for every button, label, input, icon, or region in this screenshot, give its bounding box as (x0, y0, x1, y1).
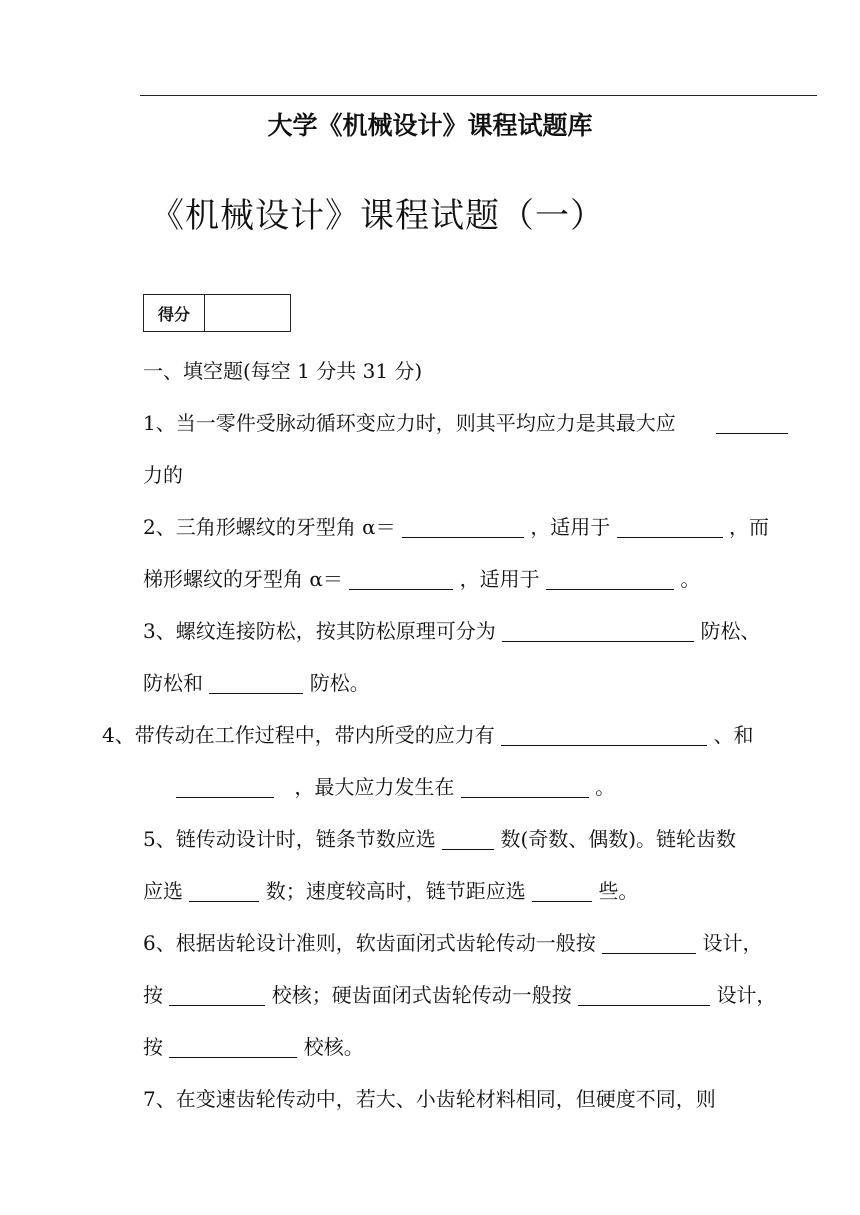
question-line (102, 722, 753, 748)
answer-blank[interactable] (349, 569, 453, 590)
question-text: 应选 (143, 879, 183, 903)
question-text: 、和 (713, 723, 754, 747)
question-text: 防松。 (309, 671, 370, 695)
score-box (143, 294, 291, 332)
answer-blank[interactable] (402, 517, 524, 538)
answer-blank[interactable] (169, 985, 265, 1006)
question-text: 力的 (143, 463, 183, 487)
question-line (143, 566, 700, 592)
question-text: 7、在变速齿轮传动中，若大、小齿轮材料相同，但硬度不同，则 (143, 1087, 716, 1111)
question-text: 校核；硬齿面闭式齿轮传动一般按 (271, 983, 579, 1007)
question-line (143, 514, 769, 540)
question-line (143, 930, 762, 956)
question-line (143, 826, 736, 852)
answer-blank[interactable] (461, 777, 589, 798)
answer-blank[interactable] (176, 777, 274, 798)
answer-blank[interactable] (532, 881, 592, 902)
answer-blank[interactable] (617, 517, 723, 538)
question-text: 防松、 (700, 619, 761, 643)
question-text: 2、三角形螺纹的牙型角 α＝ (143, 515, 396, 539)
answer-blank[interactable] (502, 621, 694, 642)
question-text: 设计， (702, 931, 763, 955)
score-label: 得分 (144, 295, 205, 331)
question-text: 设计， (716, 983, 777, 1007)
answer-blank[interactable] (578, 985, 710, 1006)
question-line (143, 670, 370, 696)
question-text: 。 (680, 567, 701, 591)
answer-blank[interactable] (169, 1037, 297, 1058)
question-line (143, 1086, 716, 1112)
answer-blank[interactable] (501, 725, 707, 746)
question-line (143, 618, 760, 644)
question-text: 5、链传动设计时，链条节数应选 (143, 827, 436, 851)
answer-blank[interactable] (546, 569, 674, 590)
question-line (143, 462, 183, 488)
answer-blank[interactable] (442, 829, 494, 850)
header-rule (140, 95, 817, 96)
question-text: ，适用于 (459, 567, 540, 591)
question-text: 梯形螺纹的牙型角 α＝ (143, 567, 343, 591)
answer-blank[interactable] (209, 673, 303, 694)
answer-blank[interactable] (602, 933, 696, 954)
question-text: 按 (143, 1035, 163, 1059)
answer-blank[interactable] (189, 881, 259, 902)
question-text: 4、带传动在工作过程中，带内所受的应力有 (102, 723, 502, 747)
section-heading: 一、填空题(每空 1 分共 31 分) (143, 359, 423, 383)
question-text: 3、螺纹连接防松，按其防松原理可分为 (143, 619, 503, 643)
question-text: ，适用于 (530, 515, 611, 539)
question-line (143, 410, 788, 436)
question-text: 些。 (598, 879, 639, 903)
question-text: 防松和 (143, 671, 203, 695)
question-text: ，最大应力发生在 (294, 775, 455, 799)
question-line (176, 774, 615, 800)
question-text: 数(奇数、偶数)。链轮齿数 (500, 827, 737, 851)
question-line (143, 1034, 364, 1060)
question-line (143, 878, 638, 904)
question-text: 1、当一零件受脉动循环变应力时，则其平均应力是其最大应 (143, 411, 676, 435)
exam-title: 《机械设计》课程试题（一） (150, 196, 605, 236)
question-line (143, 982, 776, 1008)
question-text: 数；速度较高时，链节距应选 (265, 879, 533, 903)
question-text: 校核。 (303, 1035, 364, 1059)
answer-blank[interactable] (716, 413, 788, 434)
question-text: ，而 (729, 515, 770, 539)
question-text: 。 (595, 775, 616, 799)
score-value[interactable] (205, 295, 290, 331)
question-text: 按 (143, 983, 163, 1007)
question-text: 6、根据齿轮设计准则，软齿面闭式齿轮传动一般按 (143, 931, 603, 955)
document-header: 大学《机械设计》课程试题库 (267, 111, 593, 140)
